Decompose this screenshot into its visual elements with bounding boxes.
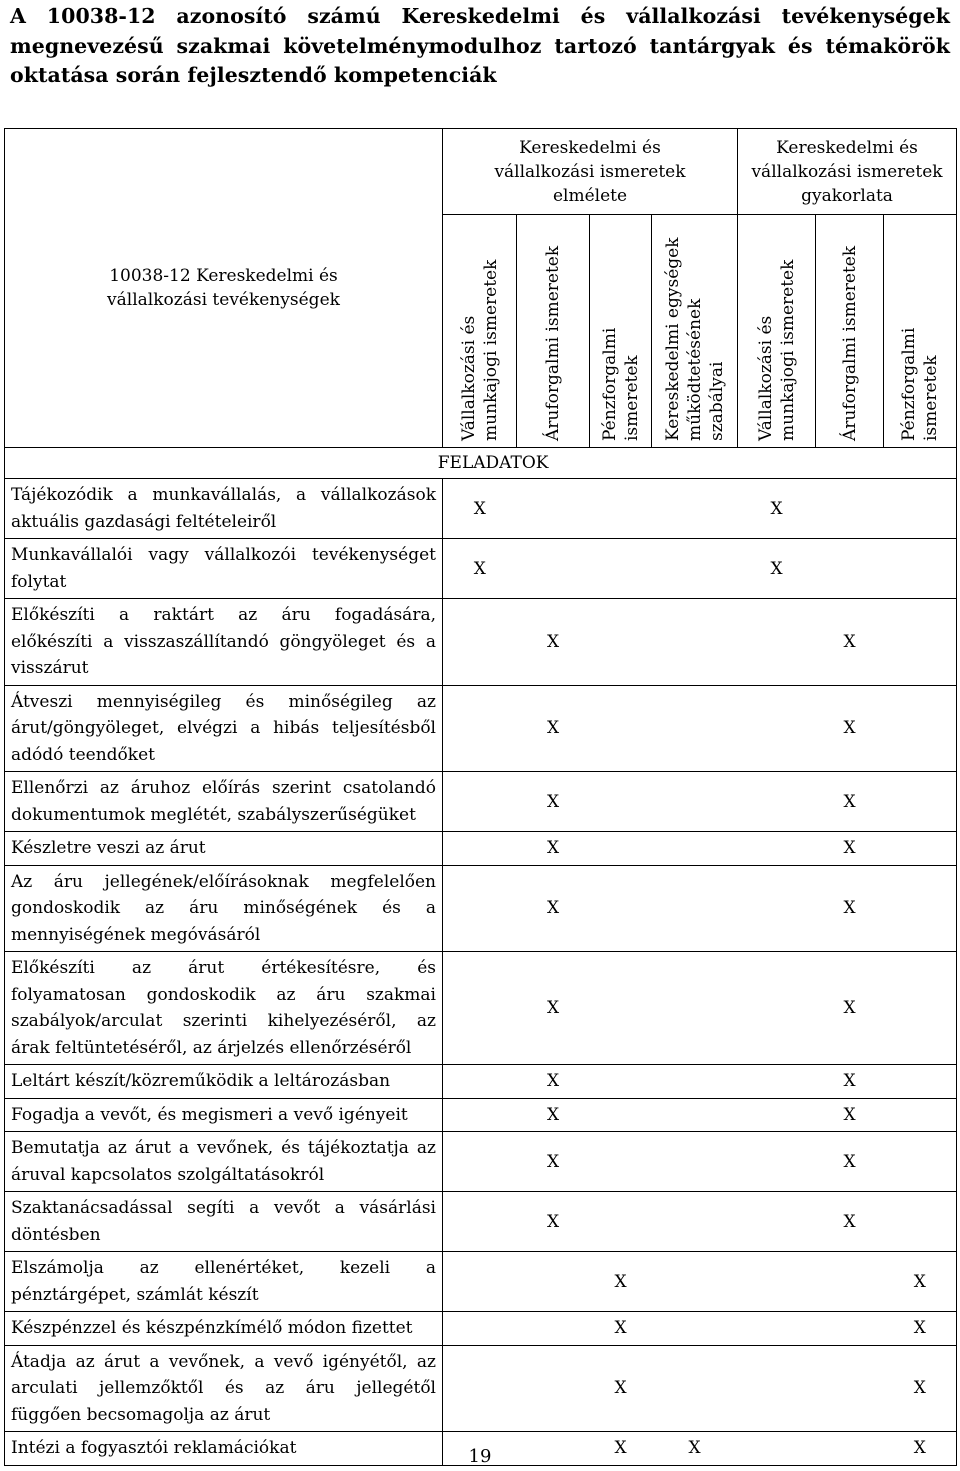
column-header-3: [590, 215, 652, 448]
mark-cell: [590, 865, 652, 952]
mark-cell: [517, 1345, 590, 1432]
mark-cell: [443, 1345, 517, 1432]
task-text-line: Szaktanácsadással segíti a vevőt a vásárlási: [11, 1198, 436, 1218]
mark-cell: [590, 952, 652, 1065]
mark-cell: [652, 1132, 738, 1192]
mark-cell: [652, 952, 738, 1065]
task-text-line: Leltárt készít/közreműködik a leltározásban: [11, 1071, 391, 1091]
mark-cell: [590, 479, 652, 539]
mark-cell: [443, 952, 517, 1065]
mark-x: X: [843, 718, 856, 739]
column-header-line: működtetésének: [684, 298, 705, 441]
mark-cell: [517, 1098, 590, 1132]
mark-cell: [884, 685, 957, 772]
mark-cell: [517, 1192, 590, 1252]
mark-x: X: [843, 1151, 856, 1172]
task-text-line: folyamatosan gondoskodik az áru szakmai: [11, 984, 436, 1005]
mark-x: X: [614, 1378, 627, 1399]
mark-x: X: [546, 1104, 560, 1125]
table-row: [5, 772, 957, 832]
task-text-line: Ellenőrzi az áruhoz előírás szerint csatolandó: [11, 778, 436, 798]
mark-cell: [884, 1312, 957, 1346]
group-theory-header: [443, 129, 738, 215]
column-header-label: [599, 328, 643, 441]
mark-cell: [652, 772, 738, 832]
mark-cell: [738, 1192, 816, 1252]
mark-cell: [443, 685, 517, 772]
column-header-line: Kereskedelmi egységek: [662, 237, 683, 441]
mark-x: X: [546, 718, 560, 739]
mark-cell: [884, 479, 957, 539]
task-text-line: Átveszi mennyiségileg és minőségileg az: [11, 691, 436, 712]
mark-cell: [884, 832, 957, 866]
mark-cell: [816, 539, 884, 599]
mark-cell: [652, 1345, 738, 1432]
mark-cell: [443, 1312, 517, 1346]
mark-cell: [652, 1192, 738, 1252]
task-cell: [5, 599, 443, 686]
mark-cell: [517, 772, 590, 832]
task-cell: [5, 539, 443, 599]
mark-cell: [590, 1312, 652, 1346]
mark-x: X: [688, 1438, 701, 1459]
group-practice-header: [738, 129, 957, 215]
mark-cell: [443, 865, 517, 952]
mark-cell: [443, 479, 517, 539]
table-row: [5, 1132, 957, 1192]
table-row: [5, 1345, 957, 1432]
table-row: [5, 832, 957, 866]
mark-cell: [738, 1312, 816, 1346]
task-cell: [5, 1345, 443, 1432]
mark-cell: [652, 1312, 738, 1346]
column-header-line: szabályai: [706, 361, 727, 441]
column-header-line: munkajogi ismeretek: [777, 259, 798, 441]
mark-cell: [884, 1192, 957, 1252]
mark-cell: [652, 479, 738, 539]
mark-cell: [816, 1345, 884, 1432]
task-text-line: Előkészíti az árut értékesítésre, és: [11, 958, 436, 978]
column-header-line: ismeretek: [921, 355, 942, 441]
task-text-line: Átadja az árut a vevőnek, a vevő igényétől, az: [11, 1351, 436, 1372]
module-label: 10038-12 Kereskedelmi és vállalkozási tevékenységek: [107, 266, 340, 310]
mark-cell: [884, 599, 957, 686]
module-label-cell: [5, 129, 443, 448]
mark-cell: [884, 539, 957, 599]
task-text-line: áruval kapcsolatos szolgáltatásokról: [11, 1164, 325, 1185]
column-header-4: [652, 215, 738, 448]
mark-cell: [590, 1065, 652, 1099]
group-theory-label: Kereskedelmi és vállalkozási ismeretek elmélete: [494, 137, 686, 206]
column-header-line: Pénzforgalmi: [899, 327, 920, 441]
mark-cell: [816, 1252, 884, 1312]
task-text-line: árak feltüntetéséről, az árjelzés ellenőrzéséről: [11, 1037, 412, 1058]
mark-cell: [816, 1192, 884, 1252]
competency-table: [4, 128, 957, 1466]
mark-cell: [590, 772, 652, 832]
column-header-line: Vállalkozási és: [755, 315, 776, 441]
table-row: [5, 1098, 957, 1132]
task-text-line: függően becsomagolja az árut: [11, 1404, 271, 1425]
mark-cell: [443, 1098, 517, 1132]
column-header-label: [542, 246, 564, 441]
title-line-2: megnevezésű szakmai követelménymodulhoz tartozó tantárgyak és témakörök: [10, 33, 950, 58]
mark-cell: [816, 1098, 884, 1132]
mark-cell: [884, 1132, 957, 1192]
mark-cell: [738, 865, 816, 952]
mark-x: X: [843, 791, 856, 812]
task-text-line: visszárut: [11, 658, 89, 678]
mark-x: X: [546, 1211, 560, 1232]
task-cell: [5, 1192, 443, 1252]
mark-cell: [738, 772, 816, 832]
feladatok-label-cell: [5, 448, 549, 479]
mark-x: X: [913, 1378, 926, 1399]
task-text-line: Intézi a fogyasztói reklamációkat: [11, 1438, 297, 1458]
mark-cell: [517, 539, 590, 599]
mark-cell: [884, 1065, 957, 1099]
mark-cell: [738, 1098, 816, 1132]
mark-cell: [517, 685, 590, 772]
table-row: [5, 1065, 957, 1099]
mark-cell: [816, 1065, 884, 1099]
mark-cell: [652, 1252, 738, 1312]
mark-cell: [884, 1345, 957, 1432]
task-text-line: előkészíti a visszaszállítandó göngyöleget és a: [11, 631, 436, 652]
table-row: [5, 1312, 957, 1346]
mark-cell: [443, 599, 517, 686]
mark-cell: [443, 1065, 517, 1099]
task-text-line: Elszámolja az ellenértéket, kezeli a: [11, 1258, 436, 1278]
table-row: [5, 952, 957, 1065]
task-cell: [5, 1132, 443, 1192]
task-text-line: pénztárgépet, számlát készít: [11, 1284, 259, 1305]
mark-cell: [652, 599, 738, 686]
task-text-line: árut/göngyöleget, elvégzi a hibás teljesítésből: [11, 718, 436, 738]
mark-cell: [738, 832, 816, 866]
column-header-label: [458, 260, 502, 441]
mark-cell: [816, 1312, 884, 1346]
mark-cell: [816, 599, 884, 686]
mark-cell: [590, 1192, 652, 1252]
mark-x: X: [843, 1071, 856, 1092]
task-text-line: adódó teendőket: [11, 744, 155, 765]
mark-cell: [517, 479, 590, 539]
table-row: [5, 865, 957, 952]
task-text-line: Előkészíti a raktárt az áru fogadására,: [11, 605, 436, 625]
mark-cell: [590, 1098, 652, 1132]
table-row: [5, 599, 957, 686]
page-number: 19: [468, 1446, 492, 1467]
mark-x: X: [770, 498, 783, 519]
mark-cell: [884, 865, 957, 952]
column-header-line: ismeretek: [621, 355, 642, 441]
mark-cell: [652, 865, 738, 952]
column-header-line: Pénzforgalmi: [599, 327, 620, 441]
column-header-line: munkajogi ismeretek: [480, 259, 501, 441]
mark-cell: [590, 1252, 652, 1312]
mark-cell: [816, 685, 884, 772]
task-text-line: folytat: [11, 571, 67, 592]
task-text-line: Készpénzzel és készpénzkímélő módon fizettet: [11, 1318, 413, 1338]
task-cell: [5, 1098, 443, 1132]
mark-cell: [590, 1345, 652, 1432]
mark-cell: [652, 1065, 738, 1099]
task-text-line: Tájékozódik a munkavállalás, a vállalkozások: [11, 485, 436, 505]
column-header-line: Áruforgalmi ismeretek: [839, 245, 860, 441]
mark-cell: [816, 479, 884, 539]
task-cell: [5, 1065, 443, 1099]
mark-cell: [652, 539, 738, 599]
table-row: [5, 479, 957, 539]
mark-x: X: [913, 1438, 926, 1459]
task-cell: [5, 952, 443, 1065]
mark-cell: [816, 832, 884, 866]
mark-cell: [517, 1132, 590, 1192]
mark-cell: [517, 1252, 590, 1312]
mark-cell: [443, 1192, 517, 1252]
section-label: FELADATOK: [437, 453, 549, 473]
mark-cell: [738, 599, 816, 686]
mark-cell: [517, 599, 590, 686]
mark-cell: [652, 1098, 738, 1132]
column-header-6: [816, 215, 884, 448]
task-text-line: Fogadja a vevőt, és megismeri a vevő igényeit: [11, 1104, 408, 1125]
title-line-1: A 10038-12 azonosító számú Kereskedelmi és vállalkozási tevékenységek: [10, 4, 950, 28]
mark-cell: [884, 1252, 957, 1312]
table-row: [5, 685, 957, 772]
mark-cell: [738, 1252, 816, 1312]
column-header-line: Vállalkozási és: [458, 315, 479, 441]
mark-x: X: [843, 838, 856, 859]
task-text-line: döntésben: [11, 1224, 101, 1245]
task-text-line: arculati jellemzőktől és az áru jellegétől: [11, 1378, 436, 1398]
mark-cell: [443, 539, 517, 599]
mark-x: X: [546, 1071, 560, 1092]
task-cell: [5, 832, 443, 866]
column-header-2: [517, 215, 590, 448]
mark-cell: [590, 1132, 652, 1192]
task-cell: [5, 772, 443, 832]
mark-cell: [884, 952, 957, 1065]
task-cell: [5, 1252, 443, 1312]
mark-x: X: [843, 1104, 856, 1125]
mark-x: X: [843, 898, 856, 919]
mark-cell: [652, 832, 738, 866]
mark-x: X: [913, 1318, 926, 1339]
mark-x: X: [546, 631, 560, 652]
mark-cell: [517, 952, 590, 1065]
mark-x: X: [546, 898, 560, 919]
mark-cell: [738, 1132, 816, 1192]
mark-cell: [443, 832, 517, 866]
table-row: [5, 1192, 957, 1252]
mark-cell: [517, 1065, 590, 1099]
mark-x: X: [843, 1211, 856, 1232]
mark-cell: [738, 479, 816, 539]
mark-x: X: [614, 1271, 627, 1292]
mark-x: X: [473, 558, 486, 579]
mark-x: X: [913, 1271, 926, 1292]
column-header-line: Áruforgalmi ismeretek: [543, 245, 563, 441]
task-text-line: mennyiségének megóvásáról: [11, 924, 261, 945]
table-row: [5, 1252, 957, 1312]
column-header-label: [898, 328, 942, 441]
task-cell: [5, 865, 443, 952]
mark-cell: [738, 952, 816, 1065]
column-header-7: [884, 215, 957, 448]
column-header-label: [755, 260, 799, 441]
mark-cell: [590, 539, 652, 599]
mark-cell: [443, 1252, 517, 1312]
mark-x: X: [546, 998, 560, 1018]
title-line-3: oktatása során fejlesztendő kompetenciák: [10, 63, 497, 87]
mark-cell: [590, 685, 652, 772]
task-text-line: Munkavállalói vagy vállalkozói tevékenységet: [11, 545, 436, 565]
task-text-line: aktuális gazdasági feltételeiről: [11, 511, 277, 532]
mark-cell: [816, 865, 884, 952]
task-text-line: Készletre veszi az árut: [11, 838, 206, 858]
mark-cell: [652, 685, 738, 772]
mark-cell: [517, 832, 590, 866]
column-header-5: [738, 215, 816, 448]
mark-cell: [590, 832, 652, 866]
mark-cell: [816, 1132, 884, 1192]
mark-cell: [738, 1345, 816, 1432]
mark-cell: [590, 599, 652, 686]
mark-cell: [816, 772, 884, 832]
mark-x: X: [546, 1151, 560, 1172]
group-practice-label: Kereskedelmi és vállalkozási ismeretek gyakorlata: [751, 137, 943, 206]
mark-x: X: [770, 558, 783, 579]
mark-x: X: [546, 838, 560, 859]
task-text-line: Bemutatja az árut a vevőnek, és tájékoztatja az: [11, 1138, 436, 1158]
table-row: [5, 539, 957, 599]
column-header-1: [443, 215, 517, 448]
column-header-label: [839, 246, 861, 441]
mark-x: X: [843, 998, 856, 1018]
mark-x: X: [546, 791, 560, 812]
task-cell: [5, 479, 443, 539]
column-header-label: [662, 238, 728, 442]
mark-cell: [738, 539, 816, 599]
page-title: [10, 2, 950, 91]
mark-cell: [443, 772, 517, 832]
task-text-line: Az áru jellegének/előírásoknak megfelelően: [11, 871, 436, 892]
mark-x: X: [473, 498, 486, 519]
mark-cell: [738, 685, 816, 772]
mark-cell: [443, 1132, 517, 1192]
mark-x: X: [614, 1318, 627, 1339]
task-text-line: dokumentumok meglétét, szabályszerűségüket: [11, 804, 416, 825]
task-cell: [5, 1312, 443, 1346]
mark-x: X: [843, 631, 856, 652]
mark-cell: [884, 1098, 957, 1132]
mark-cell: [738, 1065, 816, 1099]
mark-cell: [884, 772, 957, 832]
task-text-line: gondoskodik az áru minőségének és a: [11, 898, 436, 918]
mark-cell: [517, 1312, 590, 1346]
mark-x: X: [614, 1438, 627, 1459]
task-text-line: szabályok/arculat szerinti kihelyezéséről, az: [11, 1011, 436, 1031]
mark-cell: [517, 865, 590, 952]
task-cell: [5, 685, 443, 772]
mark-cell: [816, 952, 884, 1065]
